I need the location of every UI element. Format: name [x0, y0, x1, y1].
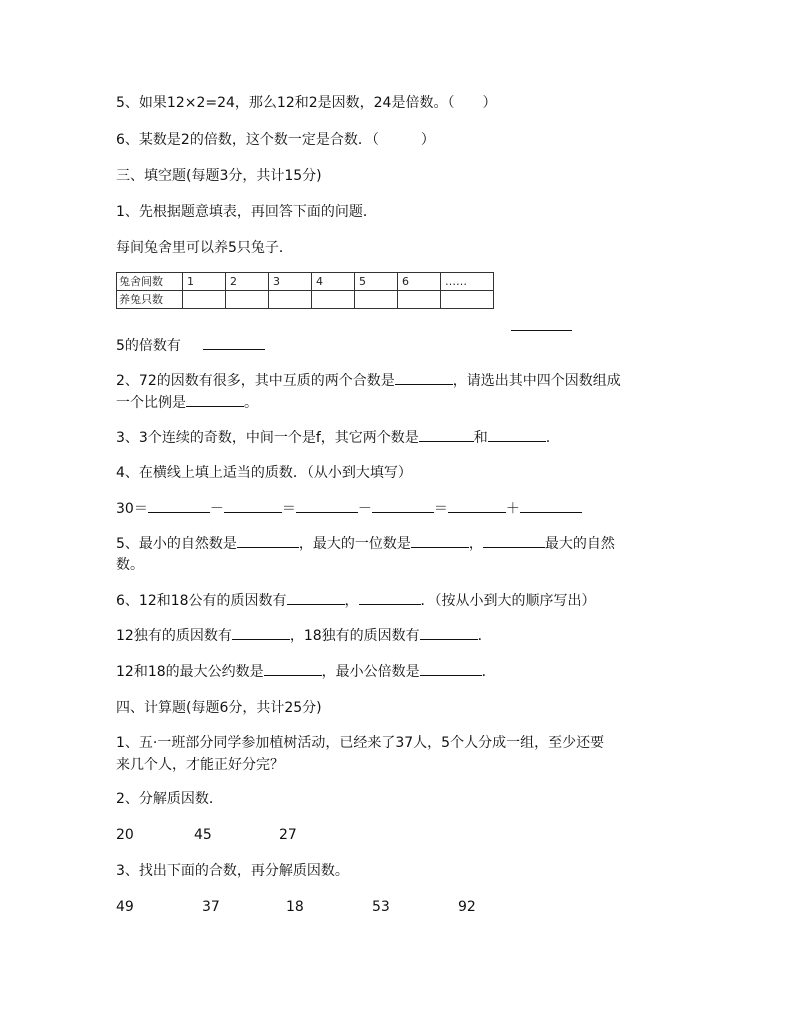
- answer-blank[interactable]: [203, 335, 265, 350]
- answer-blank[interactable]: [359, 590, 421, 605]
- text: 5、最小的自然数是: [116, 536, 237, 552]
- answer-blank[interactable]: [420, 625, 478, 640]
- text: 30＝: [116, 501, 148, 517]
- answer-blank[interactable]: [237, 533, 299, 548]
- answer-blank[interactable]: [488, 427, 546, 442]
- text: 12独有的质因数有: [116, 628, 232, 644]
- table-cell: 6: [398, 273, 441, 291]
- question-text: 某数是2的倍数，这个数一定是合数．（ ）: [138, 132, 435, 148]
- text: ，18独有的质因数有: [289, 628, 420, 644]
- fill-question-3: [116, 427, 550, 449]
- answer-blank[interactable]: [232, 625, 290, 640]
- answer-label: 5的倍数有: [116, 338, 181, 354]
- text: 最大的自然: [544, 536, 615, 552]
- answer-blank[interactable]: [420, 661, 482, 676]
- fill-question-4-expression: [116, 498, 582, 520]
- table-cell: 4: [312, 273, 355, 291]
- table-row: [117, 291, 494, 309]
- question-number: 5、: [116, 95, 139, 111]
- answer-blank[interactable]: [419, 427, 474, 442]
- calc-question-1-cont: 来几个人，才能正好分完？: [116, 757, 284, 773]
- text: ，最小公倍数是: [321, 664, 420, 680]
- text: 。: [244, 395, 258, 411]
- fill-question-2: [116, 370, 621, 392]
- calc-question-2-number: 45: [194, 827, 212, 843]
- table-cell: 2: [226, 273, 269, 291]
- text: 2、72的因数有很多，其中互质的两个合数是: [116, 373, 395, 389]
- table-row: [117, 273, 494, 291]
- rabbit-table: [116, 272, 494, 309]
- text: ．（按从小到大的顺序写出）: [420, 593, 596, 609]
- calc-question-3-number: 53: [372, 899, 390, 915]
- text: ．: [477, 628, 492, 644]
- text: 12和18的最大公约数是: [116, 664, 264, 680]
- text: ，最大的一位数是: [298, 536, 411, 552]
- fill-question-6: [116, 590, 596, 612]
- fill-question-5: [116, 533, 615, 555]
- fill-question-6-line2: [116, 625, 492, 647]
- calc-question-3: 3、找出下面的合数，再分解质因数。: [116, 863, 349, 879]
- text: 和: [473, 430, 488, 446]
- answer-blank[interactable]: [287, 590, 345, 605]
- fill-question-5-cont: 数。: [116, 557, 144, 573]
- answer-blank[interactable]: [224, 498, 282, 513]
- fill-question-4: 4、在横线上填上适当的质数．（从小到大填写）: [116, 465, 412, 481]
- question-number: 6、: [116, 132, 139, 148]
- stray-answer-line: [511, 330, 572, 331]
- fill-question-2-cont: [116, 392, 258, 414]
- answer-cell[interactable]: [355, 291, 398, 309]
- operator: ＋: [505, 501, 520, 517]
- calc-question-1: 1、五·一班部分同学参加植树活动，已经来了37人，5个人分成一组，至少还要: [116, 735, 605, 751]
- answer-blank[interactable]: [296, 498, 358, 513]
- table-cell-label: 养兔只数: [117, 291, 183, 309]
- text: ，: [344, 593, 359, 609]
- answer-blank[interactable]: [186, 392, 244, 407]
- text: 3、3个连续的奇数，中间一个是f，其它两个数是: [116, 430, 419, 446]
- answer-blank[interactable]: [372, 498, 434, 513]
- table-cell: 5: [355, 273, 398, 291]
- section-4-title: 四、计算题(每题6分，共计25分): [116, 700, 322, 716]
- table-cell-label: 兔舍间数: [117, 273, 183, 291]
- question-text: 如果12×2=24，那么12和2是因数，24是倍数。（ ）: [138, 95, 497, 111]
- calc-question-3-number: 18: [286, 899, 304, 915]
- operator: ＝: [281, 501, 296, 517]
- text: 6、12和18公有的质因数有: [116, 593, 287, 609]
- judgement-question-5: [116, 92, 496, 114]
- answer-cell[interactable]: [269, 291, 312, 309]
- text: 一个比例是: [116, 395, 186, 411]
- calc-question-2: 2、分解质因数．: [116, 791, 223, 807]
- text: .: [545, 430, 551, 446]
- table-cell: 3: [269, 273, 312, 291]
- section-3-title: 三、填空题(每题3分，共计15分): [116, 168, 322, 184]
- calc-question-3-number: 49: [116, 899, 134, 915]
- answer-blank[interactable]: [264, 661, 322, 676]
- fill-question-1: 1、先根据题意填表，再回答下面的问题．: [116, 204, 377, 220]
- calc-question-3-number: 92: [458, 899, 476, 915]
- answer-cell[interactable]: [312, 291, 355, 309]
- answer-blank[interactable]: [411, 533, 469, 548]
- text: ．: [481, 664, 496, 680]
- operator: ＝: [433, 501, 448, 517]
- answer-blank[interactable]: [483, 533, 545, 548]
- calc-question-2-number: 20: [116, 827, 134, 843]
- fill-question-6-line3: [116, 661, 496, 683]
- table-cell: 1: [183, 273, 226, 291]
- operator: －: [357, 501, 372, 517]
- answer-cell[interactable]: [441, 291, 494, 309]
- answer-cell[interactable]: [226, 291, 269, 309]
- answer-blank[interactable]: [448, 498, 506, 513]
- fill-question-1-answer: [116, 335, 265, 357]
- answer-blank[interactable]: [148, 498, 210, 513]
- table-cell: ……: [441, 273, 494, 291]
- text: ，: [468, 536, 483, 552]
- answer-cell[interactable]: [398, 291, 441, 309]
- calc-question-3-number: 37: [202, 899, 220, 915]
- fill-question-1-note: 每间兔舍里可以养5只兔子．: [116, 240, 293, 256]
- answer-cell[interactable]: [183, 291, 226, 309]
- operator: －: [209, 501, 224, 517]
- text: ，请选出其中四个因数组成: [452, 373, 621, 389]
- judgement-question-6: [116, 129, 435, 151]
- answer-blank[interactable]: [520, 498, 582, 513]
- calc-question-2-number: 27: [279, 827, 297, 843]
- answer-blank[interactable]: [395, 370, 453, 385]
